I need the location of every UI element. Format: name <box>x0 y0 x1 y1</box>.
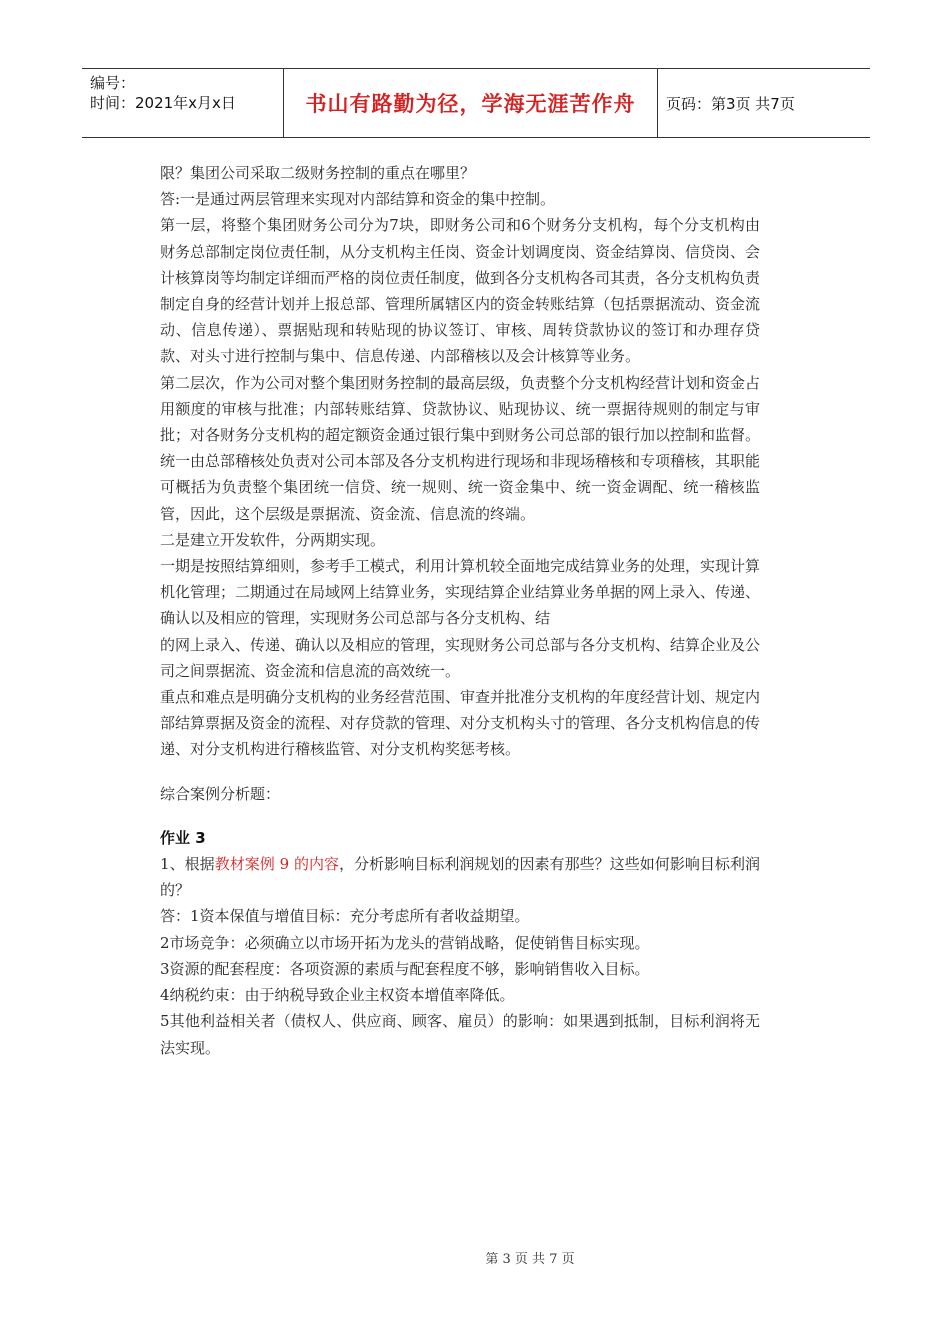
header-meta <box>82 69 284 137</box>
document-body <box>160 160 760 1061</box>
code-label: 编号： <box>90 74 136 92</box>
textbook-case-reference: 教材案例 9 的内容 <box>214 855 340 874</box>
case-heading: 综合案例分析题： <box>160 784 281 803</box>
page-header <box>82 68 870 138</box>
answer-line: 5其他利益相关者（债权人、供应商、顾客、雇员）的影响：如果遇到抵制，目标利润将无法实现。 <box>160 1012 760 1057</box>
answer-line: 2市场竞争：必须确立以市场开拓为龙头的营销战略，促使销售目标实现。 <box>160 933 650 952</box>
paragraph: 一期是按照结算细则，参考手工模式，利用计算机较全面地完成结算业务的处理，实现计算机化管理；二期通过在局域网上结算业务，实现结算企业结算业务单据的网上录入、传递、确认以及相应的管理，实现财务公司总部与各分支机构、结 <box>160 557 761 628</box>
question-suffix: ，分析影响目标利润规划的因素有那些？这些如何影响目标利润的？ <box>160 855 760 900</box>
paragraph: 答:一是通过两层管理来实现对内部结算和资金的集中控制。 <box>160 190 556 209</box>
paragraph: 限？集团公司采取二级财务控制的重点在哪里？ <box>160 164 476 182</box>
question-1 <box>160 851 760 903</box>
paragraph: 第一层，将整个集团财务公司分为7块，即财务公司和6个财务分支机构，每个分支机构由财务总部制定岗位责任制，从分支机构主任岗、资金计划调度岗、资金结算岗、信贷岗、会计核算岗等均制定详细而严格的岗位责任制度，做到各分支机构各司其责，各分支机构负责制定自身的经营计划并上报总部、管理所属辖区内的资金转账结算（包括票据流动、资金流动、信息传递）、票据贴现和转贴现的协议签订、审核、周转贷款协议的签订和办理存贷款、对头寸进行控制与集中、信息传递、内部稽核以及会计核算等业务。 <box>160 216 761 366</box>
question-prefix: 1、根据 <box>160 855 215 874</box>
answer-line: 4纳税约束：由于纳税导致企业主权资本增值率降低。 <box>160 986 515 1005</box>
paragraph: 的网上录入、传递、确认以及相应的管理，实现财务公司总部与各分支机构、结算企业及公司之间票据流、资金流和信息流的高效统一。 <box>160 635 761 680</box>
time-label: 时间：2021年x月x日 <box>90 94 236 112</box>
paragraph: 重点和难点是明确分支机构的业务经营范围、审查并批准分支机构的年度经营计划、规定内部结算票据及资金的流程、对存贷款的管理、对分支机构头寸的管理、各分支机构信息的传递、对分支机构进行稽核监管、对分支机构奖惩考核。 <box>160 688 761 759</box>
page-footer: 第 3 页 共 7 页 <box>485 1252 575 1267</box>
paragraph: 二是建立开发软件，分两期实现。 <box>160 530 386 549</box>
paragraph: 第二层次，作为公司对整个集团财务控制的最高层级，负责整个分支机构经营计划和资金占用额度的审核与批准；内部转账结算、贷款协议、贴现协议、统一票据待规则的制定与审批；对各财务分支机构的超定额资金通过银行集中到财务公司总部的银行加以控制和监督。统一由总部稽核处负责对公司本部及各分支机构进行现场和非现场稽核和专项稽核，其职能可概括为负责整个集团统一信贷、统一规则、统一资金集中、统一资金调配、统一稽核监管，因此，这个层级是票据流、资金流、信息流的终端。 <box>160 373 761 523</box>
answer-line: 3资源的配套程度：各项资源的素质与配套程度不够，影响销售收入目标。 <box>160 959 650 978</box>
homework-title: 作业 3 <box>160 828 206 847</box>
answer-line: 答：1资本保值与增值目标：充分考虑所有者收益期望。 <box>160 907 530 926</box>
header-page-info: 页码：第3页 共7页 <box>666 94 795 113</box>
header-motto: 书山有路勤为径，学海无涯苦作舟 <box>284 69 658 137</box>
